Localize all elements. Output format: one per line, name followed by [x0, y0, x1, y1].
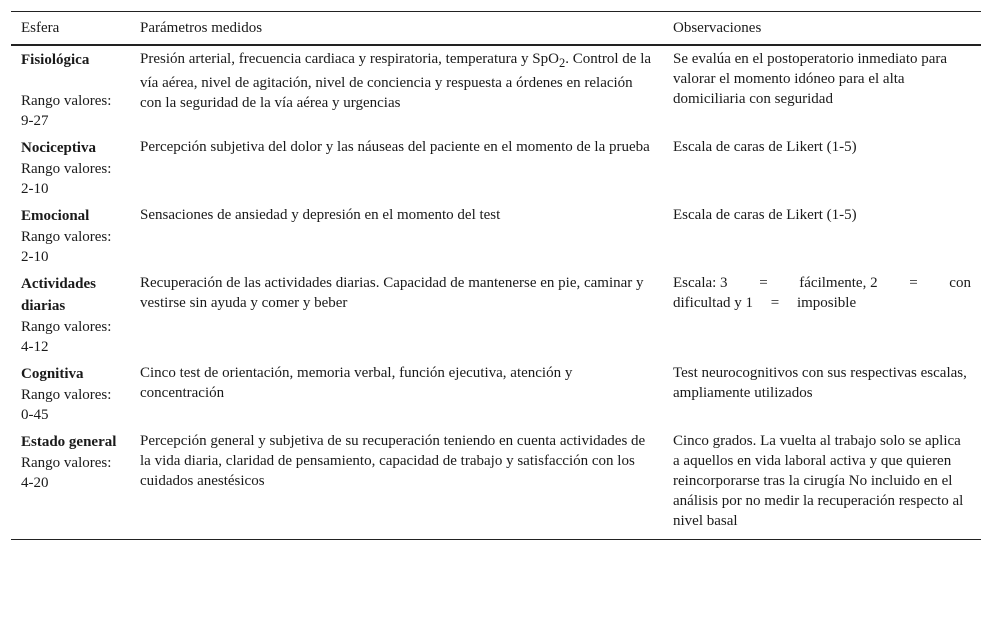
cell-observaciones: Test neurocognitivos con sus respectivas escalas, ampliamente utilizados: [673, 365, 967, 401]
table-header: [11, 12, 981, 46]
sphere-name: Emocional: [21, 208, 90, 224]
table-row-cognitiva: [11, 361, 981, 429]
cell-parametros: Percepción general y subjetiva de su recuperación teniendo en cuenta actividades de la vida diaria, claridad de pensamiento, capacidad de trabajo y satisfacción con los cuidados anestésicos: [130, 429, 663, 540]
sphere-name: Actividades diarias: [21, 276, 96, 314]
scale-token: dificultad y 1: [673, 295, 753, 311]
cell-observaciones: Escala de caras de Likert (1-5): [673, 207, 857, 223]
cell-esfera: [11, 429, 130, 540]
table-row-actividades-diarias: [11, 271, 981, 361]
sphere-range: Rango valores: 2-10: [21, 161, 112, 197]
sphere-name: Nociceptiva: [21, 140, 96, 156]
scale-token: Escala: 3: [673, 275, 728, 291]
sphere-range: Rango valores: 4-20: [21, 455, 112, 491]
cell-esfera: [11, 45, 130, 135]
sphere-range: Rango valores: 2-10: [21, 229, 112, 265]
sphere-name: Estado general: [21, 434, 117, 450]
cell-observaciones: [663, 271, 981, 361]
scale-token: imposible: [796, 295, 857, 311]
table-body: [11, 45, 981, 540]
scale-token: =: [770, 295, 780, 311]
parametros-text-cont: . Control de la vía aérea, nivel de agitación, nivel de conciencia y respuesta a órdenes en relación con la seguridad de la vía aérea y urgencias: [140, 51, 652, 111]
subscript-2: 2: [558, 56, 566, 70]
table-row-emocional: [11, 203, 981, 271]
table-row-estado-general: [11, 429, 981, 540]
cell-esfera: [11, 271, 130, 361]
header-esfera: Esfera: [11, 12, 130, 46]
cell-esfera: [11, 135, 130, 203]
cell-parametros: Recuperación de las actividades diarias. Capacidad de mantenerse en pie, caminar y vestirse sin ayuda y comer y beber: [140, 275, 644, 311]
scale-token: fácilmente, 2: [799, 275, 878, 291]
header-observaciones: Observaciones: [663, 12, 981, 46]
cell-observaciones: Cinco grados. La vuelta al trabajo solo se aplica a aquellos en vida laboral activa y que quieren reincorporarse tras la cirugía No incluido en el análisis por no medir la recuperación respecto al nivel basal: [663, 429, 981, 540]
header-row: [11, 12, 981, 46]
cell-observaciones: Se evalúa en el postoperatorio inmediato para valorar el momento idóneo para el alta domiciliaria con seguridad: [673, 51, 948, 107]
scale-token: =: [759, 275, 768, 291]
cell-esfera: [11, 361, 130, 429]
scale-line-2: [673, 293, 971, 313]
sphere-range: Rango valores: 0-45: [21, 387, 112, 423]
scale-line-1: [673, 273, 971, 293]
scale-token: =: [909, 275, 918, 291]
sphere-range: Rango valores: 9-27: [21, 93, 112, 129]
table-row-fisiologica: [11, 45, 981, 135]
cell-parametros: [130, 45, 663, 135]
cell-parametros: Sensaciones de ansiedad y depresión en el momento del test: [140, 207, 501, 223]
cell-parametros: Percepción subjetiva del dolor y las náuseas del paciente en el momento de la prueba: [140, 139, 650, 155]
recovery-scale-table-wrapper: [11, 11, 981, 540]
cell-parametros: Cinco test de orientación, memoria verbal, función ejecutiva, atención y concentración: [140, 365, 573, 401]
sphere-range: Rango valores: 4-12: [21, 319, 112, 355]
sphere-name: Cognitiva: [21, 366, 84, 382]
recovery-scale-table: [11, 11, 981, 540]
header-parametros: Parámetros medidos: [130, 12, 663, 46]
cell-observaciones: Escala de caras de Likert (1-5): [673, 139, 857, 155]
scale-token: con: [949, 275, 971, 291]
cell-esfera: [11, 203, 130, 271]
sphere-name: Fisiológica: [21, 52, 90, 68]
table-row-nociceptiva: [11, 135, 981, 203]
parametros-text: Presión arterial, frecuencia cardiaca y respiratoria, temperatura y SpO: [140, 51, 559, 67]
